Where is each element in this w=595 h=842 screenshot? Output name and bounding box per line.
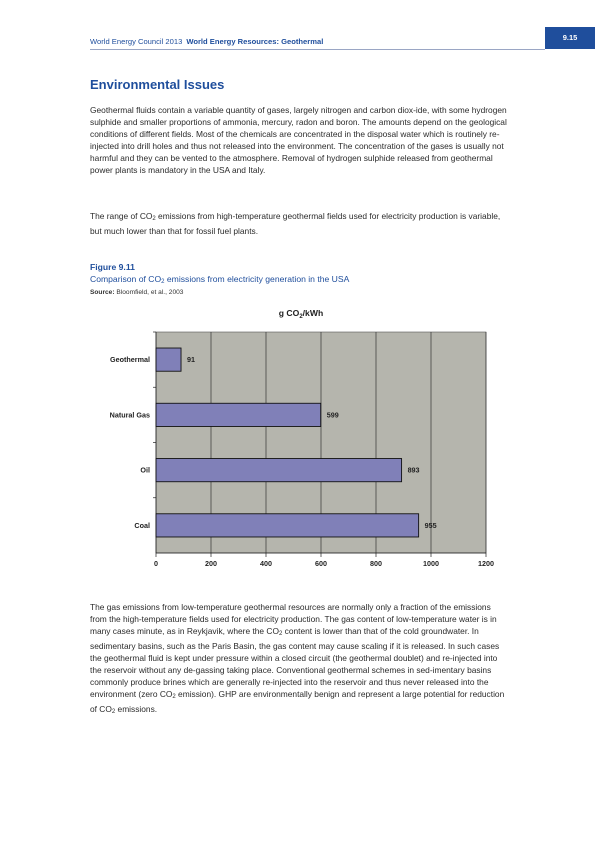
page-number: 9.15 [562, 33, 578, 42]
p3-text-b: content is lower than that of the cold groundwater. In sedimentary basins, such as the Paris Basin, the gas content may cause scaling if it is released. In such cases the geothermal fluid is kept under pressure within a closed circuit (the geothermal doublet) and re-injected into the reservoir without any de-gassing taking place. Conventional geothermal schemes in sed-imentary basins commonly produce brines which are generally re-injected into the reservoir and thus never released into the environment (zero CO [90, 626, 500, 699]
paragraph-gas-content: Geothermal fluids contain a variable quantity of gases, largely nitrogen and carbon diox-ide, with some hydrogen sulphide and smaller proportions of ammonia, mercury, radon and boron. The amounts depend on the geological conditions of different fields. Most of the chemicals are concentrated in the disposal water which is routinely re-injected into drill holes and thus not released into the environment. The concentration of the gases is usually not harmful and they can be vented to the atmosphere. Removal of hydrogen sulphide released from geothermal power plants is mandatory in the USA and Italy. [90, 105, 507, 175]
p3-text-c: emission). GHP are environmentally benign and represent a large potential for reduction of CO [90, 689, 505, 714]
x-tick-label: 0 [154, 559, 158, 568]
figure-title-a: Comparison of CO [90, 274, 162, 284]
figure-title [90, 274, 349, 285]
page-number-tab [545, 27, 595, 49]
data-label: 955 [424, 520, 437, 530]
p2-sub: 2 [152, 216, 156, 222]
p3-sub-b: 2 [172, 694, 176, 700]
chart-title: g $CO_2$/kWh [278, 308, 324, 320]
bar-geothermal [156, 348, 181, 371]
bar-oil [156, 459, 402, 482]
p2-text-b: emissions from high-temperature geothermal fields used for electricity production is variable, but much lower than that for fossil fuel plants. [90, 211, 501, 236]
category-label: Coal [134, 520, 150, 530]
figure-title-sub: 2 [161, 279, 165, 285]
paragraph-low-temperature [90, 601, 508, 718]
category-label: Natural Gas [109, 410, 150, 420]
x-tick-label: 800 [370, 559, 382, 568]
source-text: Bloomfield, et al., 2003 [114, 289, 184, 296]
x-tick-label: 1000 [423, 559, 439, 568]
figure-label: Figure 9.11 [90, 262, 135, 272]
x-tick-label: 600 [315, 559, 327, 568]
data-label: 893 [407, 465, 420, 475]
x-tick-label: 400 [260, 559, 272, 568]
data-label: 91 [187, 355, 196, 365]
co2-emissions-chart [90, 300, 510, 580]
category-label: Oil [140, 465, 150, 475]
p3-text-d: emissions. [115, 704, 158, 714]
paragraph-co2-range [90, 210, 508, 237]
figure-title-b: emissions from electricity generation in the USA [164, 274, 350, 284]
bar-natural-gas [156, 403, 321, 426]
header-doc-title: World Energy Resources: Geothermal [186, 37, 324, 46]
p3-sub-a: 2 [278, 631, 283, 637]
bar-coal [156, 514, 419, 537]
data-label: 599 [326, 410, 339, 420]
header-org: World Energy Council 2013 [90, 37, 183, 46]
header-divider [90, 49, 545, 50]
x-tick-label: 200 [205, 559, 217, 568]
p3-text-a: The gas emissions from low-temperature geothermal resources are normally only a fraction of the emissions from the high-temperature fields used for electricity production. The gas content of low-temperature water is in many cases minute, as in Reykjavik, where the CO [90, 602, 497, 636]
source-label: Source: [90, 289, 115, 296]
p2-text-a: The range of CO [90, 211, 153, 221]
section-title: Environmental Issues [90, 77, 225, 92]
p3-sub-c: 2 [111, 709, 116, 715]
category-label: Geothermal [110, 355, 150, 365]
figure-source [90, 289, 183, 296]
running-header [90, 37, 323, 46]
x-tick-label: 1200 [478, 559, 494, 568]
